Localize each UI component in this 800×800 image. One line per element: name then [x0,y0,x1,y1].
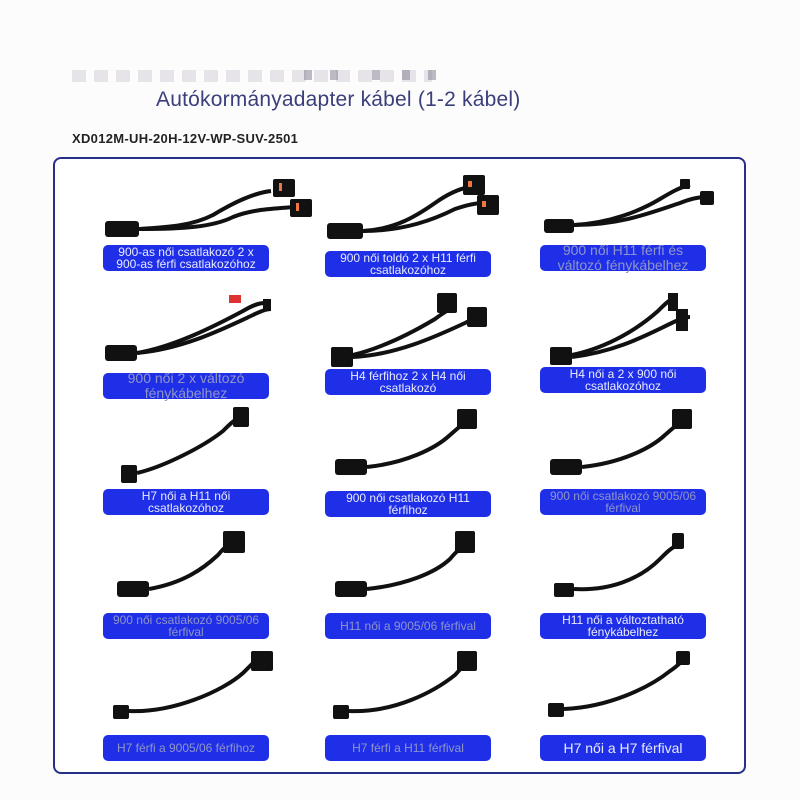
cable-card[interactable] [325,407,515,519]
cable-card[interactable] [103,291,293,403]
cable-label: 900 női csatlakozó 9005/06 férfival [540,489,706,515]
cable-label: 900 női H11 férfi és változó fénykábelhez [540,245,706,271]
adapter-cable-icon [325,529,495,614]
cable-label: H7 férfi a H11 férfival [325,735,491,761]
adapter-cable-icon [540,651,710,736]
cable-label: 900 női csatlakozó 9005/06 férfival [103,613,269,639]
y-split-cable-icon [103,167,273,252]
cable-label: H7 férfi a 9005/06 férfihoz [103,735,269,761]
adapter-cable-icon [540,529,710,614]
adapter-cable-icon [103,407,273,492]
cable-card[interactable] [325,291,515,403]
cable-card[interactable] [325,651,515,763]
cable-label: 900-as női csatlakozó 2 x 900-as férfi csatlakozóhoz [103,245,269,271]
product-sku: XD012M-UH-20H-12V-WP-SUV-2501 [72,131,299,146]
page-title: Autókormányadapter kábel (1-2 kábel) [156,88,521,111]
y-split-cable-icon [325,167,495,252]
y-split-cable-icon [540,291,710,376]
cable-label: 900 női 2 x változó fénykábelhez [103,373,269,399]
cable-label: H7 női a H7 férfival [540,735,706,761]
cable-label: H4 férfihoz 2 x H4 női csatlakozó [325,369,491,395]
adapter-cable-icon [325,407,495,492]
cable-card[interactable] [103,407,293,519]
cable-grid-panel [53,157,746,774]
blurred-top-text [72,70,432,82]
cable-card[interactable] [540,407,730,519]
cable-card[interactable] [540,529,730,641]
cable-label: 900 női csatlakozó H11 férfihoz [325,491,491,517]
y-split-cable-icon [540,167,710,252]
cable-label: H11 női a 9005/06 férfival [325,613,491,639]
cable-label: H11 női a változtatható fénykábelhez [540,613,706,639]
adapter-cable-icon [103,529,273,614]
cable-card[interactable] [540,167,730,279]
adapter-cable-icon [103,651,273,736]
cable-card[interactable] [103,167,293,279]
cable-card[interactable] [103,651,293,763]
adapter-cable-icon [540,407,710,492]
cable-card[interactable] [325,167,515,279]
adapter-cable-icon [325,651,495,736]
cable-card[interactable] [325,529,515,641]
cable-card[interactable] [540,291,730,403]
cable-label: 900 női toldó 2 x H11 férfi csatlakozóhoz [325,251,491,277]
cable-card[interactable] [103,529,293,641]
y-split-cable-icon [325,291,495,376]
cable-card[interactable] [540,651,730,763]
cable-label: H4 női a 2 x 900 női csatlakozóhoz [540,367,706,393]
cable-label: H7 női a H11 női csatlakozóhoz [103,489,269,515]
y-split-cable-icon [103,291,273,376]
